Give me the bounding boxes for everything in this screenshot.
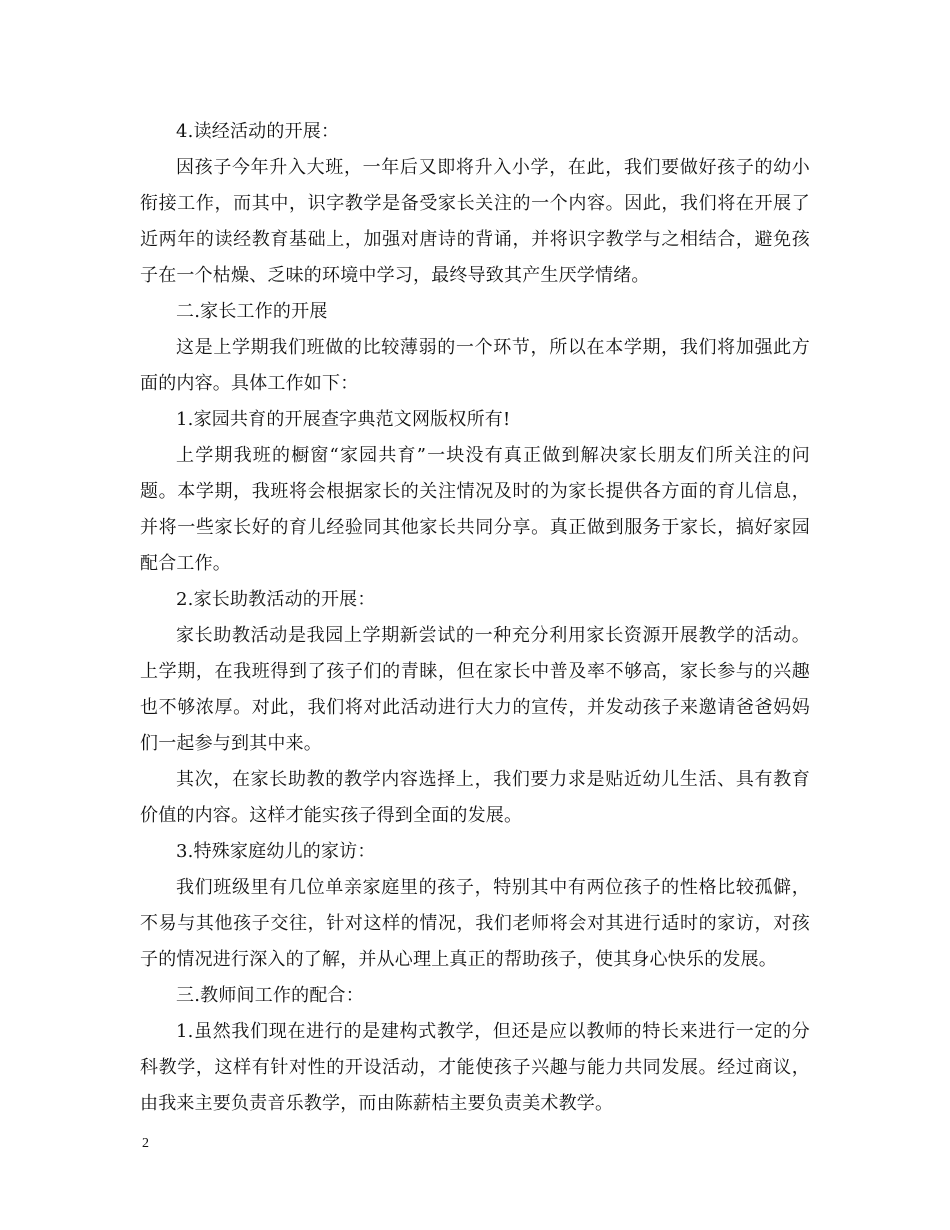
paragraph-heading-parent-work: 二.家长工作的开展: [176, 301, 328, 322]
paragraph-literacy-teaching: 因孩子今年升入大班，一年后又即将升入小学，在此，我们要做好孩子的幼小衔接工作，而其中，识字教学是备受家长关注的一个内容。因此，我们将在开展了近两年的读经教育基础上，加强对唐诗的背诵，并将识字教学与之相结合，避免孩子在一个枯燥、乏味的环境中学习，最终导致其产生厌学情绪。: [140, 157, 810, 286]
paragraph-teacher-cooperation: 1.虽然我们现在进行的是建构式教学，但还是应以教师的特长来进行一定的分科教学，这样有针对性的开设活动，才能使孩子兴趣与能力共同发展。经过商议，由我来主要负责音乐教学，而由陈薪桔主要负责美术教学。: [140, 1021, 810, 1114]
paragraph-home-school-window: 上学期我班的橱窗“家园共育”一块没有真正做到解决家长朋友们所关注的问题。本学期，我班将会根据家长的关注情况及时的为家长提供各方面的育儿信息，并将一些家长好的育儿经验同其他家长共同分享。真正做到服务于家长，搞好家园配合工作。: [140, 445, 810, 574]
paragraph-parent-work-intro: 这是上学期我们班做的比较薄弱的一个环节，所以在本学期，我们将加强此方面的内容。具体工作如下：: [140, 337, 810, 394]
paragraph-heading-parent-assistant: 2.家长助教活动的开展：: [176, 589, 376, 610]
paragraph-home-visits: 我们班级里有几位单亲家庭里的孩子，特别其中有两位孩子的性格比较孤僻，不易与其他孩子交往，针对这样的情况，我们老师将会对其进行适时的家访，对孩子的情况进行深入的了解，并从心理上真正的帮助孩子，使其身心快乐的发展。: [140, 877, 810, 970]
paragraph-heading-teacher-cooperation: 三.教师间工作的配合：: [176, 985, 364, 1006]
paragraph-heading-home-visits: 3.特殊家庭幼儿的家访：: [176, 841, 376, 862]
paragraph-heading-reading-classics: 4.读经活动的开展：: [176, 121, 340, 142]
paragraph-parent-assistant-content: 其次，在家长助教的教学内容选择上，我们要力求是贴近幼儿生活、具有教育价值的内容。这样才能实孩子得到全面的发展。: [140, 769, 810, 826]
page-number: 2: [142, 1136, 149, 1151]
paragraph-parent-assistant-activity: 家长助教活动是我园上学期新尝试的一种充分利用家长资源开展教学的活动。上学期，在我班得到了孩子们的青睐，但在家长中普及率不够高，家长参与的兴趣也不够浓厚。对此，我们将对此活动进行大力的宣传，并发动孩子来邀请爸爸妈妈们一起参与到其中来。: [140, 625, 810, 754]
paragraph-heading-home-school: 1.家园共育的开展查字典范文网版权所有!: [176, 409, 511, 430]
document-body: [140, 114, 810, 1122]
